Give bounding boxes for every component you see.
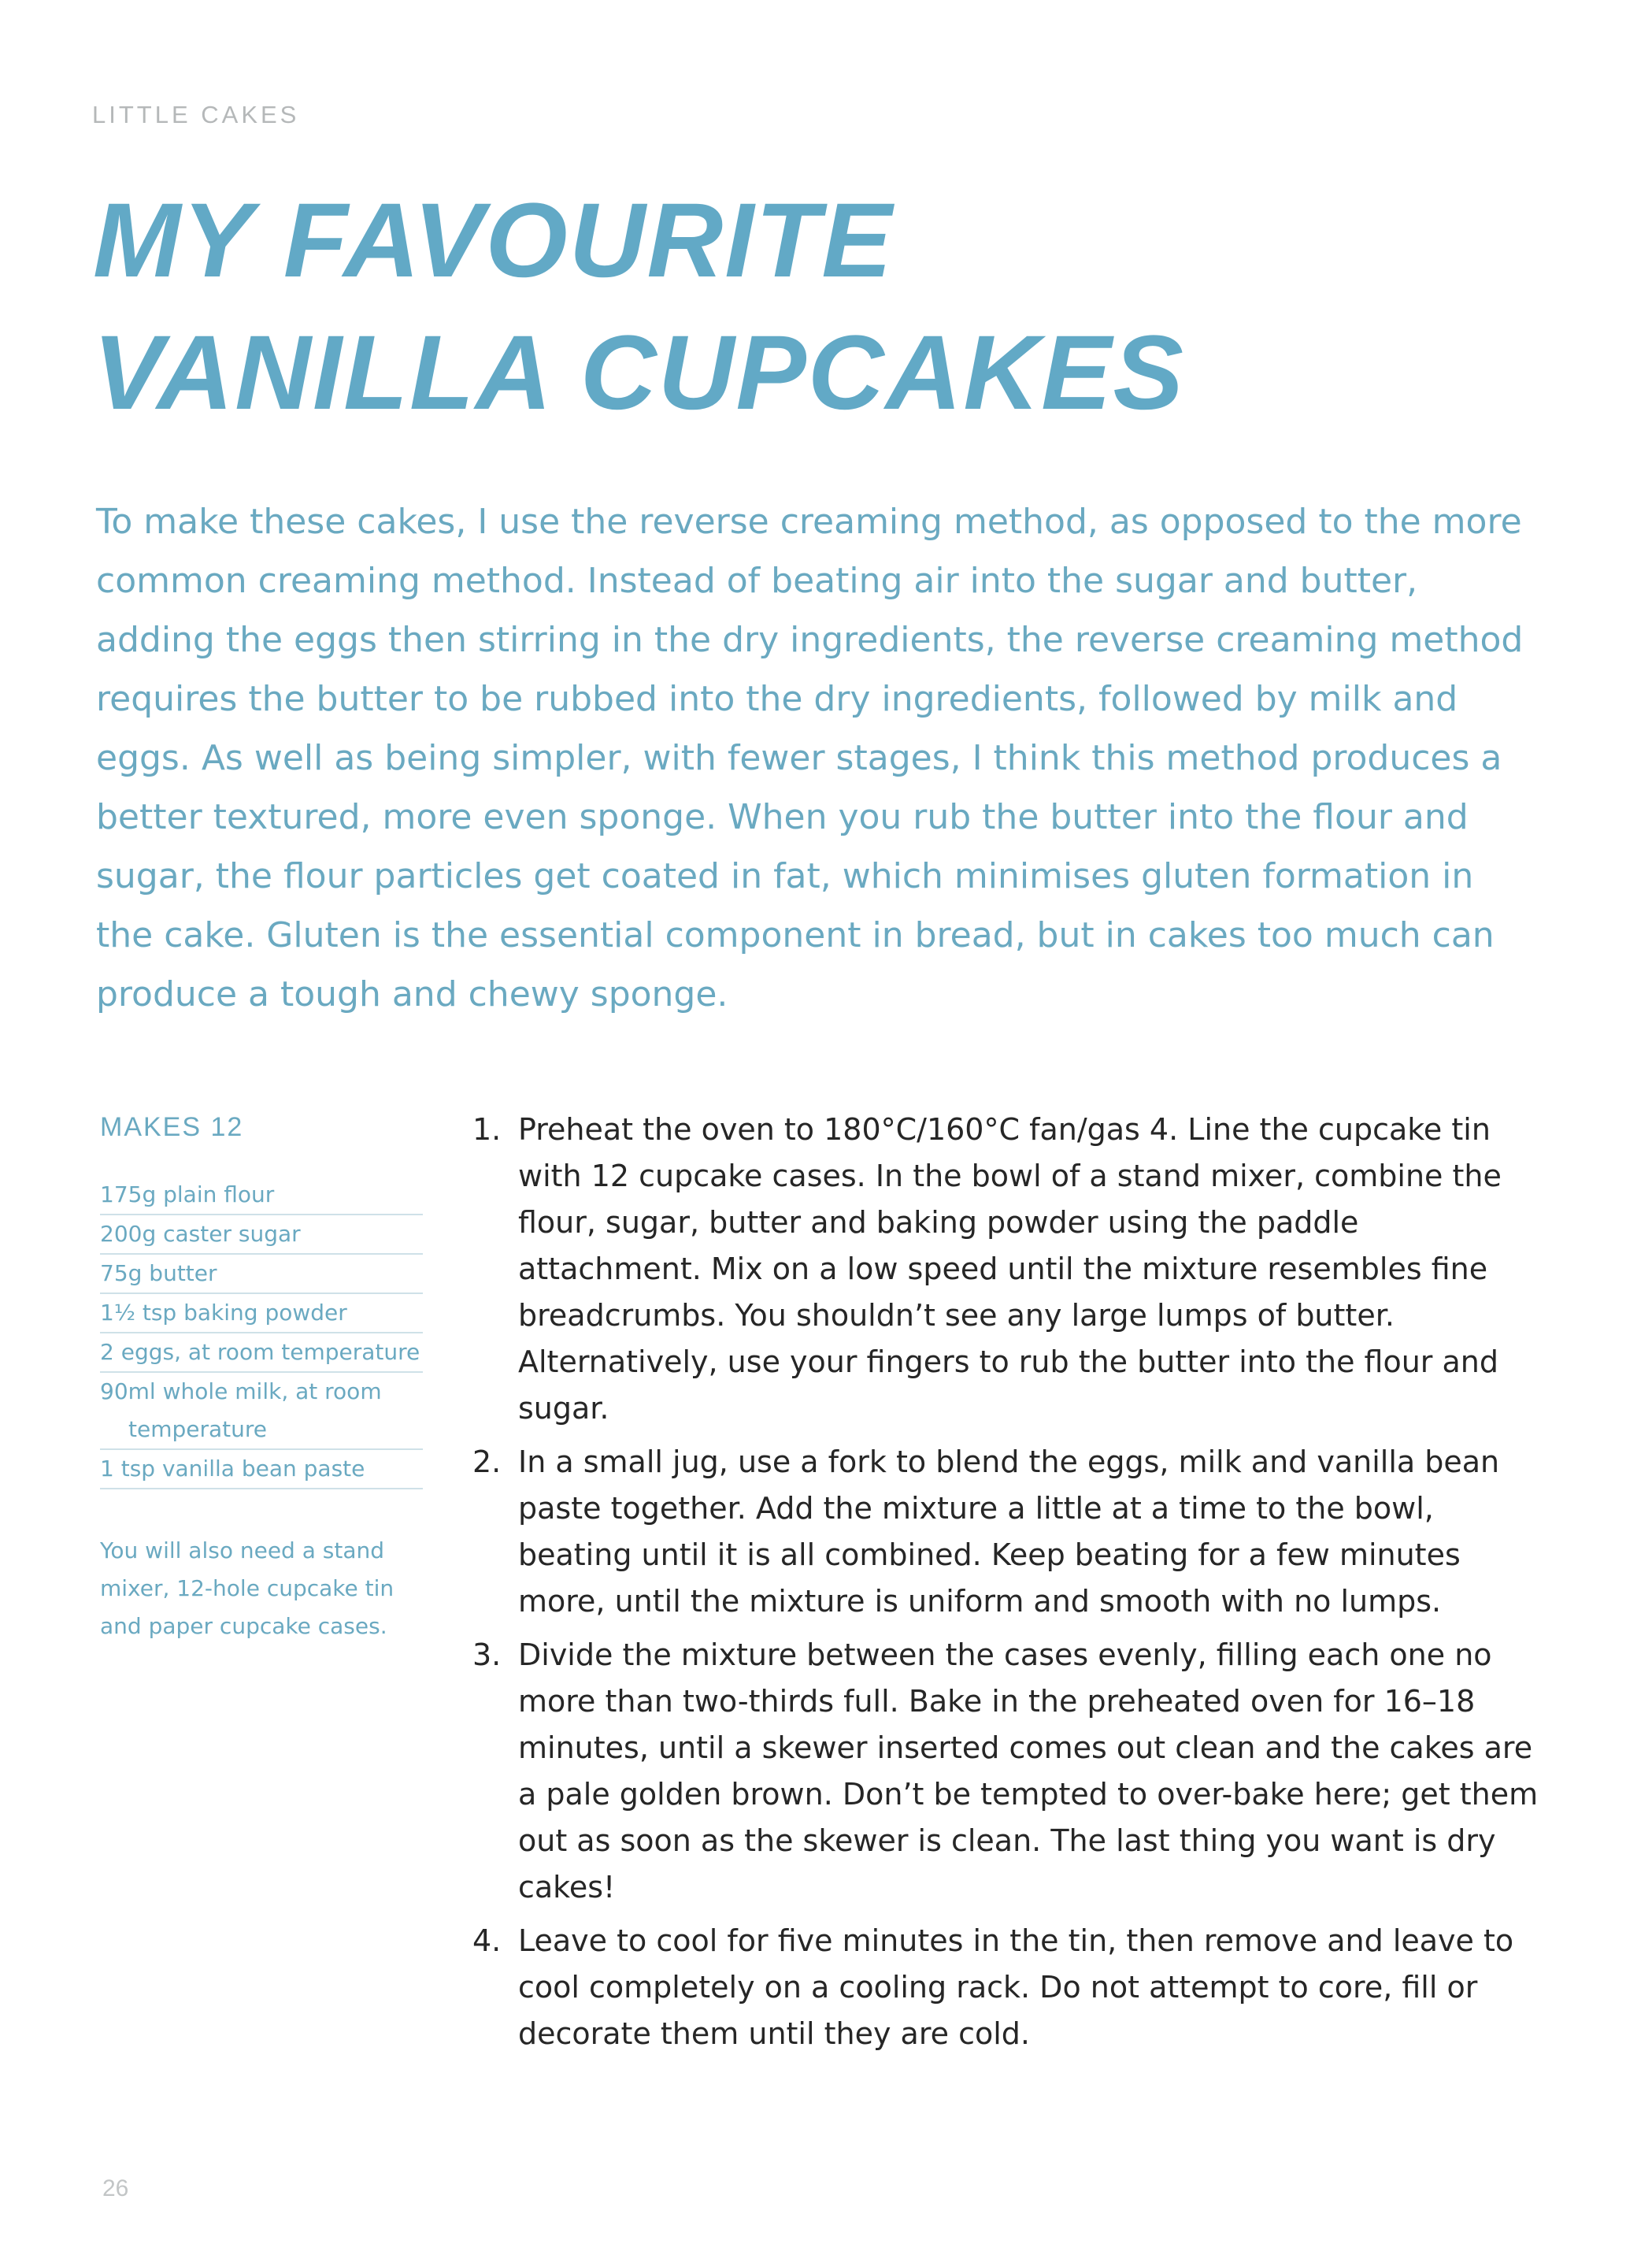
- step-number: 2.: [472, 1445, 502, 1479]
- ingredient-item: 175g plain flour: [100, 1176, 423, 1215]
- method-step: [472, 1632, 1551, 1911]
- step-number: 4.: [472, 1923, 502, 1958]
- step-text: Preheat the oven to 180°C/160°C fan/gas 4. Line the cupcake tin with 12 cupcake cases. In the bowl of a stand mixer, combine the flour, sugar, butter and baking powder using the paddle attachment. Mix on a low speed until the mixture resembles fine breadcrumbs. You shouldn’t see any large lumps of butter. Alternatively, use your fingers to rub the butter into the flour and sugar.: [518, 1112, 1502, 1426]
- equipment-note: You will also need a stand mixer, 12-hole cupcake tin and paper cupcake cases.: [100, 1537, 394, 1639]
- ingredient-item: 200g caster sugar: [100, 1215, 423, 1255]
- ingredients-sidebar: [100, 1112, 423, 1645]
- makes-yield: MAKES 12: [100, 1112, 244, 1142]
- recipe-title-line-2: VANILLA CUPCAKES: [93, 314, 1185, 432]
- step-text: Divide the mixture between the cases evenly, filling each one no more than two-thirds full. Bake in the preheated oven for 16–18 minutes, until a skewer inserted comes out clean and the cakes are a pale golden brown. Don’t be tempted to over-bake here; get them out as soon as the skewer is clean. The last thing you want is dry cakes!: [518, 1637, 1539, 1904]
- method-step: [472, 1918, 1551, 2057]
- method-steps: [472, 1107, 1551, 2064]
- ingredient-item: 1 tsp vanilla bean paste: [100, 1450, 423, 1489]
- recipe-title: [93, 175, 1185, 439]
- intro-paragraph: To make these cakes, I use the reverse creaming method, as opposed to the more common creaming method. Instead of beating air into the sugar and butter, adding the eggs then stirring in the dry ingredients, the reverse creaming method requires the butter to be rubbed into the dry ingredients, followed by milk and eggs. As well as being simpler, with fewer stages, I think this method produces a better textured, more even sponge. When you rub the butter into the flour and sugar, the flour particles get coated in fat, which minimises gluten formation in the cake. Gluten is the essential component in bread, but in cakes too much can produce a tough and chewy sponge.: [96, 502, 1524, 1014]
- ingredient-item: 75g butter: [100, 1255, 423, 1294]
- recipe-title-line-1: MY FAVOURITE: [93, 182, 894, 299]
- step-number: 1.: [472, 1112, 502, 1147]
- step-text: In a small jug, use a fork to blend the eggs, milk and vanilla bean paste together. Add the mixture a little at a time to the bowl, beating until it is all combined. Keep beating for a few minutes more, until the mixture is uniform and smooth with no lumps.: [518, 1445, 1500, 1619]
- ingredient-item: 1½ tsp baking powder: [100, 1294, 423, 1333]
- step-number: 3.: [472, 1637, 502, 1672]
- page-number: 26: [102, 2175, 129, 2201]
- ingredients-list: [100, 1176, 423, 1489]
- ingredient-item: 90ml whole milk, at room temperature: [100, 1373, 423, 1450]
- section-label: LITTLE CAKES: [92, 101, 300, 128]
- ingredient-item: 2 eggs, at room temperature: [100, 1333, 423, 1373]
- method-step: [472, 1107, 1551, 1432]
- method-step: [472, 1439, 1551, 1625]
- step-text: Leave to cool for five minutes in the tin, then remove and leave to cool completely on a cooling rack. Do not attempt to core, fill or decorate them until they are cold.: [518, 1923, 1514, 2051]
